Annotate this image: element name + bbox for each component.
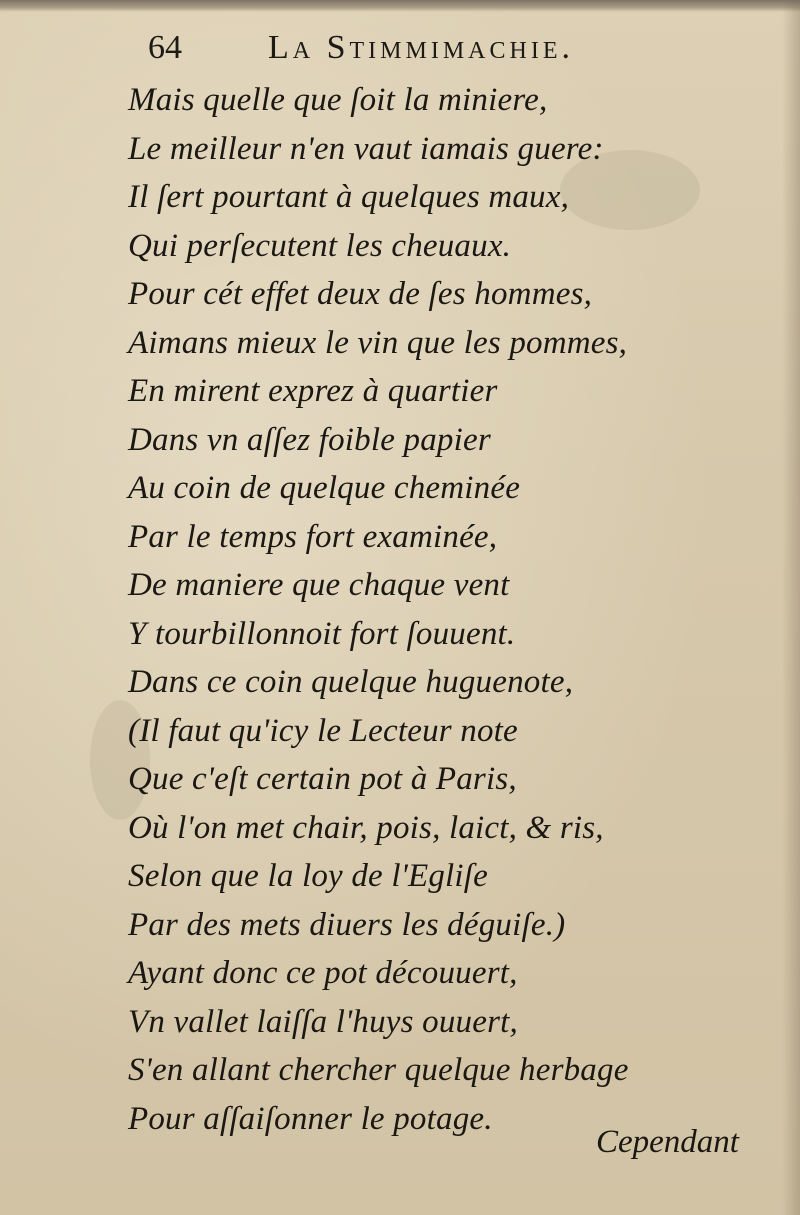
verse-line: Qui perſecutent les cheuaux. xyxy=(128,227,512,264)
verse-line: Mais quelle que ſoit la miniere, xyxy=(128,82,548,118)
verse-line: Ayant donc ce pot découuert, xyxy=(128,955,518,991)
verse-line: Vn vallet laiſſa l'huys ouuert, xyxy=(128,1003,518,1040)
verse-line: Par le temps fort examinée, xyxy=(128,518,498,555)
verse-line: Le meilleur n'en vaut iamais guere: xyxy=(128,130,604,167)
verse-line: En mirent exprez à quartier xyxy=(128,373,498,409)
page-top-edge xyxy=(0,0,800,12)
verse-line: Au coin de quelque cheminée xyxy=(128,470,521,506)
verse-line: Où l'on met chair, pois, laict, & ris, xyxy=(128,809,604,846)
verse-line: Dans ce coin quelque huguenote, xyxy=(128,664,574,700)
verse-line: S'en allant chercher quelque herbage xyxy=(128,1052,629,1088)
verse-line: Selon que la loy de l'Egliſe xyxy=(128,858,488,894)
verse-line: Que c'eſt certain pot à Paris, xyxy=(128,761,517,797)
verse-line: Pour cét effet deux de ſes hommes, xyxy=(128,276,593,312)
verse-line: Y tourbillonnoit fort ſouuent. xyxy=(128,615,516,652)
verse-line: Il ſert pourtant à quelques maux, xyxy=(128,179,570,215)
running-title: La Stimmimachie. xyxy=(268,29,574,66)
verse-line: Par des mets diuers les déguiſe.) xyxy=(128,906,566,943)
verse-line: De maniere que chaque vent xyxy=(128,567,510,603)
page-header xyxy=(148,26,688,70)
catchword: Cependant xyxy=(596,1124,739,1160)
page-number: 64 xyxy=(148,29,182,66)
verse-line: Pour aſſaiſonner le potage. xyxy=(128,1100,493,1137)
verse-line: Aimans mieux le vin que les pommes, xyxy=(128,324,628,361)
verse-text xyxy=(128,76,768,1143)
verse-line: Dans vn aſſez foible papier xyxy=(128,421,491,458)
verse-line: (Il faut qu'icy le Lecteur note xyxy=(128,712,518,749)
